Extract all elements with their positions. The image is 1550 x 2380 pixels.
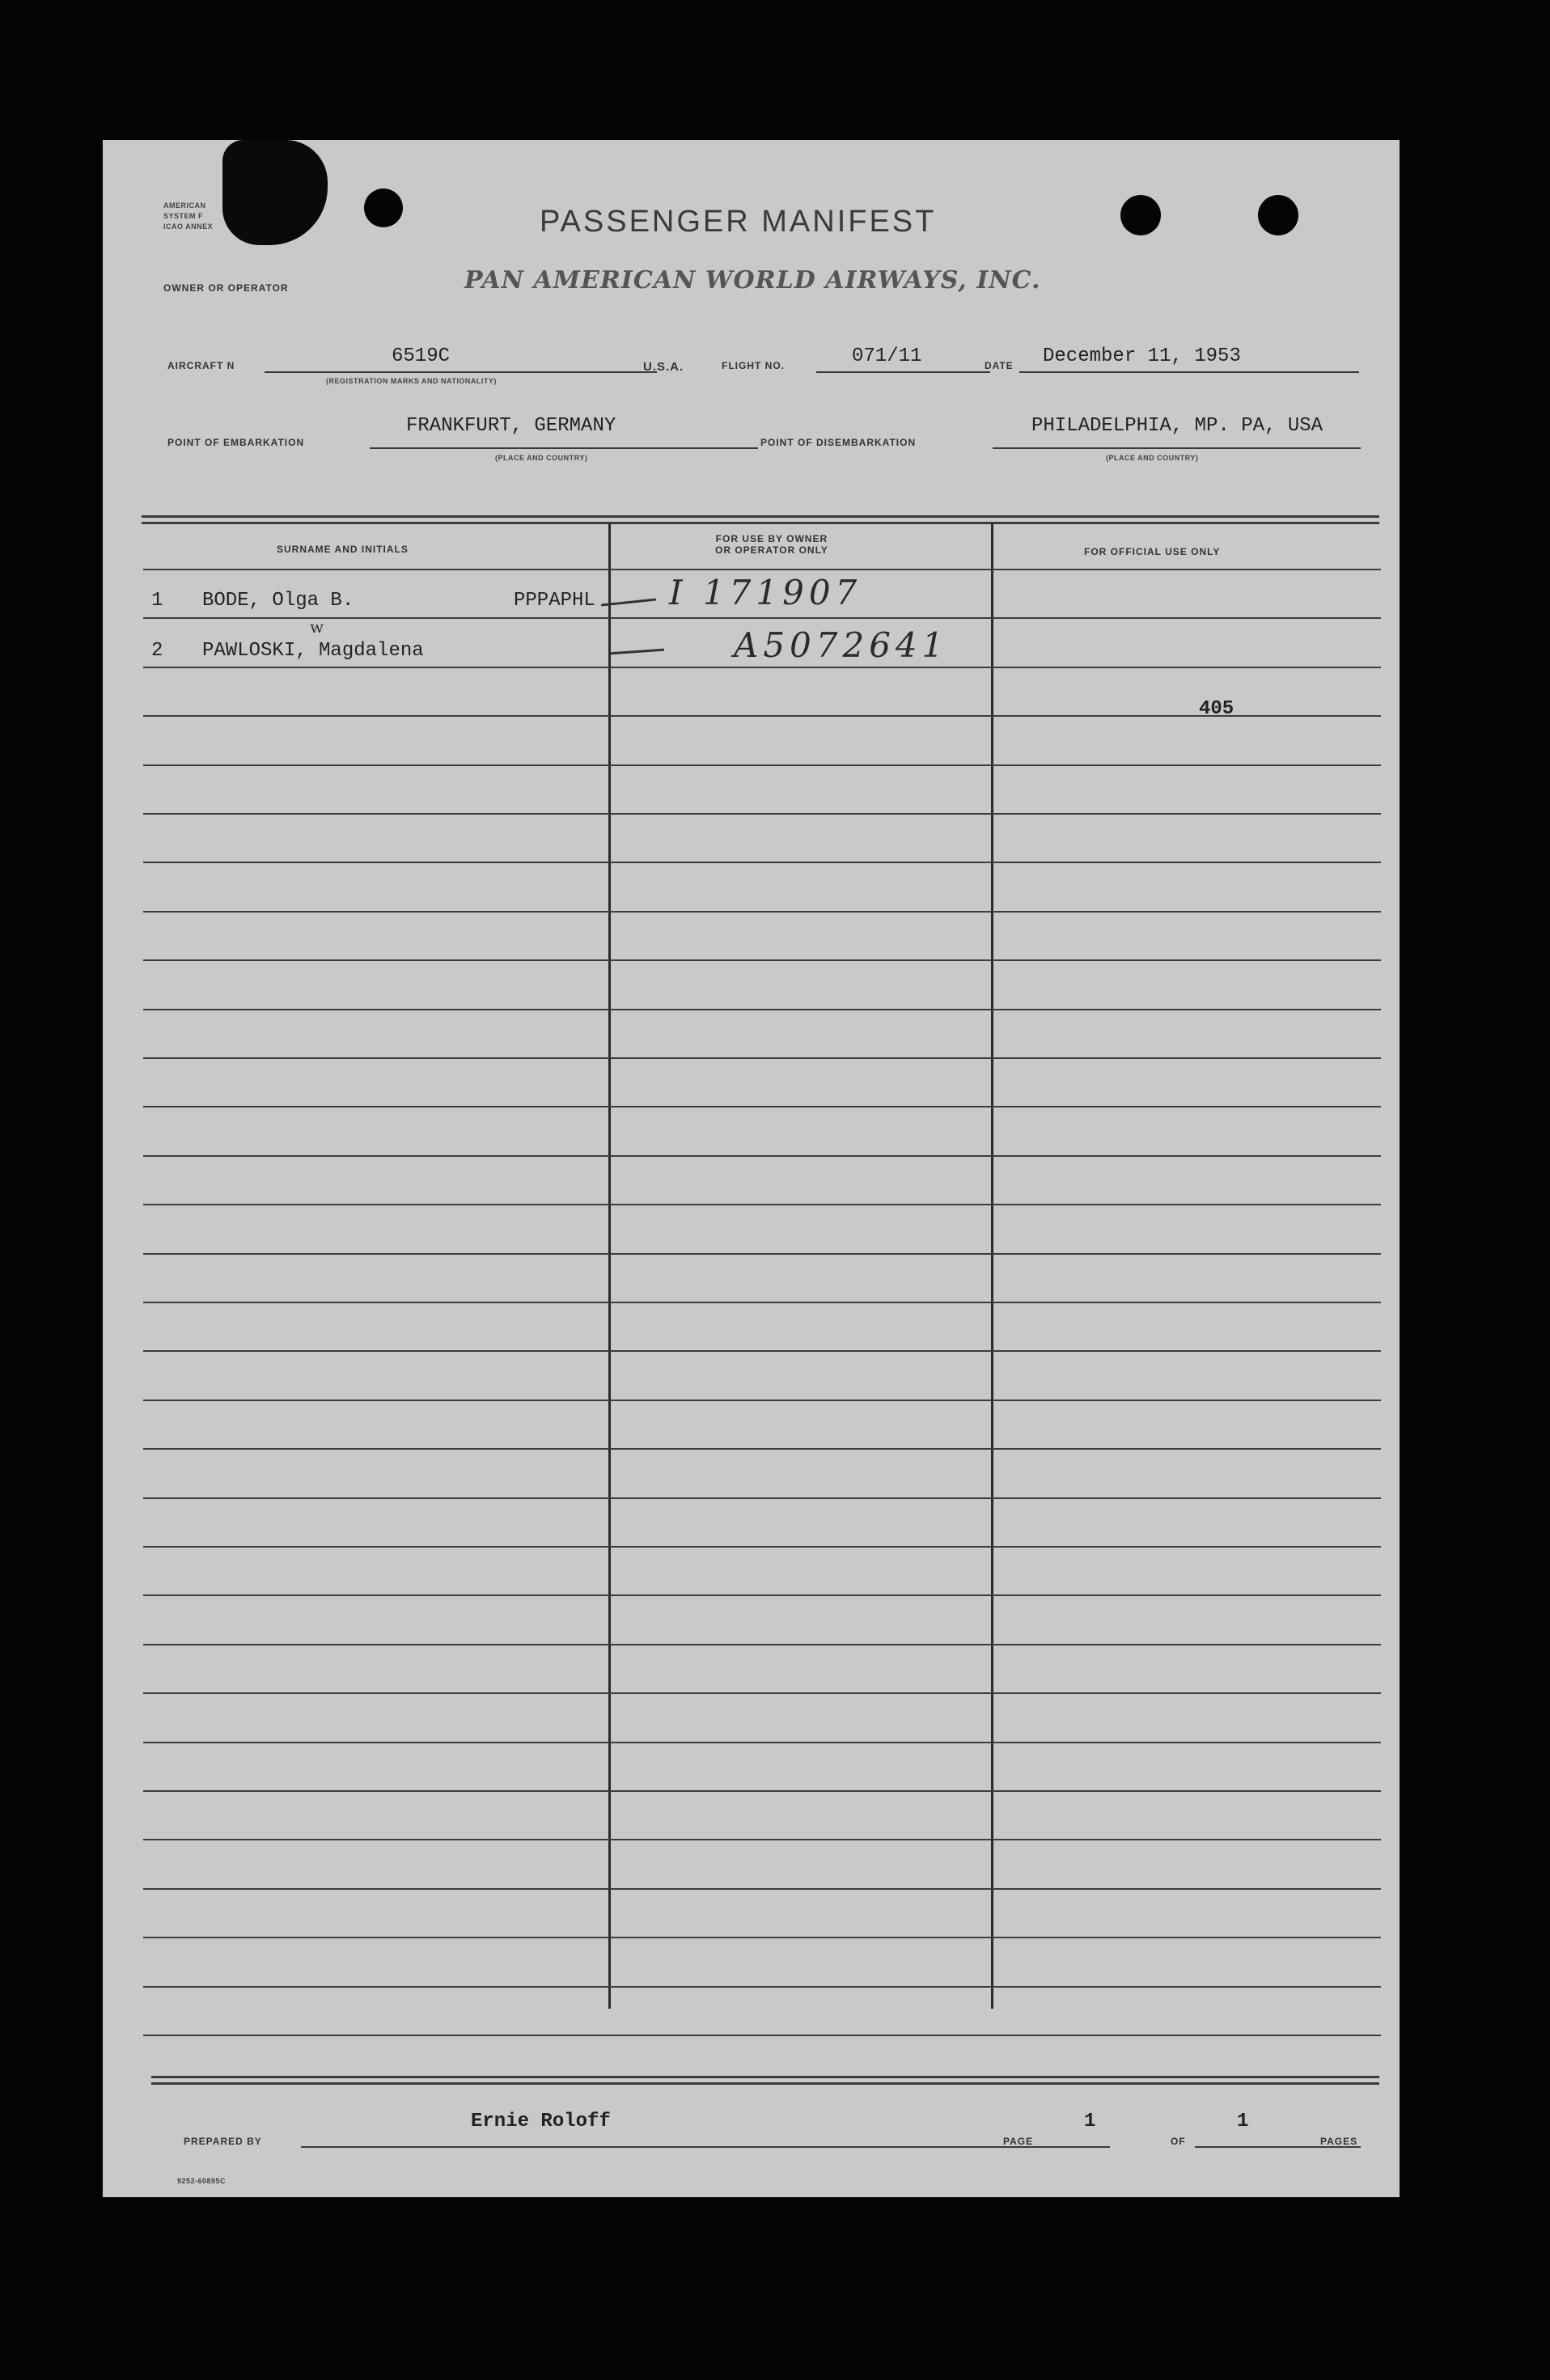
usa-label: U.S.A. bbox=[643, 360, 684, 374]
passenger-2-number: 2 bbox=[151, 640, 163, 662]
ruled-line bbox=[143, 1986, 1381, 1988]
disembark-sublabel: (PLACE AND COUNTRY) bbox=[1106, 454, 1199, 462]
aircraft-label: AIRCRAFT N bbox=[167, 360, 235, 371]
aircraft-sublabel: (REGISTRATION MARKS AND NATIONALITY) bbox=[326, 377, 497, 385]
disembark-value: PHILADELPHIA, MP. PA, USA bbox=[1031, 415, 1323, 437]
official-note: 405 bbox=[1199, 698, 1234, 720]
ruled-line bbox=[143, 569, 1381, 570]
ruled-line bbox=[143, 764, 1381, 766]
embark-value: FRANKFURT, GERMANY bbox=[406, 415, 616, 437]
punch-hole bbox=[1120, 195, 1161, 235]
of-label: OF bbox=[1171, 2136, 1186, 2147]
column-divider bbox=[608, 524, 611, 2009]
punch-hole bbox=[364, 188, 403, 227]
operator-name: PAN AMERICAN WORLD AIRWAYS, INC. bbox=[464, 266, 1041, 294]
ruled-line bbox=[143, 862, 1381, 863]
ruled-line bbox=[143, 2035, 1381, 2036]
embark-label: POINT OF EMBARKATION bbox=[167, 437, 305, 448]
ruled-line bbox=[143, 1742, 1381, 1743]
table-top-rule bbox=[142, 515, 1379, 518]
ruled-line bbox=[143, 617, 1381, 619]
date-label: DATE bbox=[985, 360, 1014, 371]
aircraft-value: 6519C bbox=[392, 345, 451, 367]
prepared-by-value: Ernie Roloff bbox=[471, 2111, 611, 2132]
ruled-line bbox=[143, 1350, 1381, 1352]
ruled-line bbox=[143, 715, 1381, 717]
passenger-1-operator-note: I 171907 bbox=[669, 573, 862, 612]
passenger-1-name: BODE, Olga B. bbox=[202, 590, 354, 612]
table-bottom-rule bbox=[151, 2076, 1379, 2078]
date-value: December 11, 1953 bbox=[1043, 345, 1241, 367]
ruled-line bbox=[143, 911, 1381, 913]
ruled-line bbox=[143, 1839, 1381, 1840]
ruled-line bbox=[143, 1400, 1381, 1401]
form-number: 9252-60895C bbox=[177, 2177, 227, 2185]
ruled-line bbox=[143, 1057, 1381, 1059]
form-title: PASSENGER MANIFEST bbox=[540, 205, 937, 239]
ruled-line bbox=[143, 1106, 1381, 1107]
col-header-owner-use: FOR USE BY OWNER OR OPERATOR ONLY bbox=[715, 533, 828, 556]
passenger-2-name: PAWLOSKI, Magdalena bbox=[202, 640, 424, 662]
col-header-official: FOR OFFICIAL USE ONLY bbox=[1084, 546, 1221, 557]
punch-hole bbox=[1258, 195, 1298, 235]
ruled-line bbox=[143, 1497, 1381, 1499]
owner-label: OWNER OR OPERATOR bbox=[163, 282, 289, 294]
col-header-name: SURNAME AND INITIALS bbox=[277, 544, 409, 555]
flight-label: FLIGHT NO. bbox=[722, 360, 785, 371]
page-value: 1 bbox=[1084, 2111, 1096, 2132]
ruled-line bbox=[143, 1594, 1381, 1596]
ruled-line bbox=[143, 1204, 1381, 1205]
disembark-label: POINT OF DISEMBARKATION bbox=[760, 437, 917, 448]
ruled-line bbox=[143, 959, 1381, 961]
embark-sublabel: (PLACE AND COUNTRY) bbox=[495, 454, 588, 462]
ruled-line bbox=[143, 1155, 1381, 1157]
of-value: 1 bbox=[1237, 2111, 1249, 2132]
passenger-1-code: PPPAPHL bbox=[514, 590, 595, 612]
passenger-2-name-insert: w bbox=[310, 617, 324, 637]
manifest-sheet bbox=[103, 140, 1400, 2197]
ruled-line bbox=[143, 1302, 1381, 1303]
ruled-line bbox=[143, 1692, 1381, 1694]
ruled-line bbox=[143, 1888, 1381, 1890]
ruled-line bbox=[143, 813, 1381, 815]
ruled-line bbox=[143, 1009, 1381, 1010]
passenger-1-number: 1 bbox=[151, 590, 163, 612]
passenger-2-operator-note: A5072641 bbox=[734, 625, 949, 665]
ruled-line bbox=[143, 1546, 1381, 1548]
ruled-line bbox=[143, 1253, 1381, 1255]
pages-label: PAGES bbox=[1320, 2136, 1358, 2147]
ruled-line bbox=[143, 1448, 1381, 1450]
ruled-line bbox=[143, 1937, 1381, 1938]
ruled-line bbox=[143, 1644, 1381, 1645]
corner-label: AMERICAN SYSTEM F ICAO ANNEX bbox=[163, 201, 214, 231]
prepared-by-label: PREPARED BY bbox=[184, 2136, 262, 2147]
page-label: PAGE bbox=[1003, 2136, 1034, 2147]
flight-value: 071/11 bbox=[852, 345, 922, 367]
torn-corner-mark bbox=[222, 140, 328, 245]
column-divider bbox=[991, 524, 993, 2009]
ruled-line bbox=[143, 1790, 1381, 1792]
ruled-line bbox=[143, 667, 1381, 668]
